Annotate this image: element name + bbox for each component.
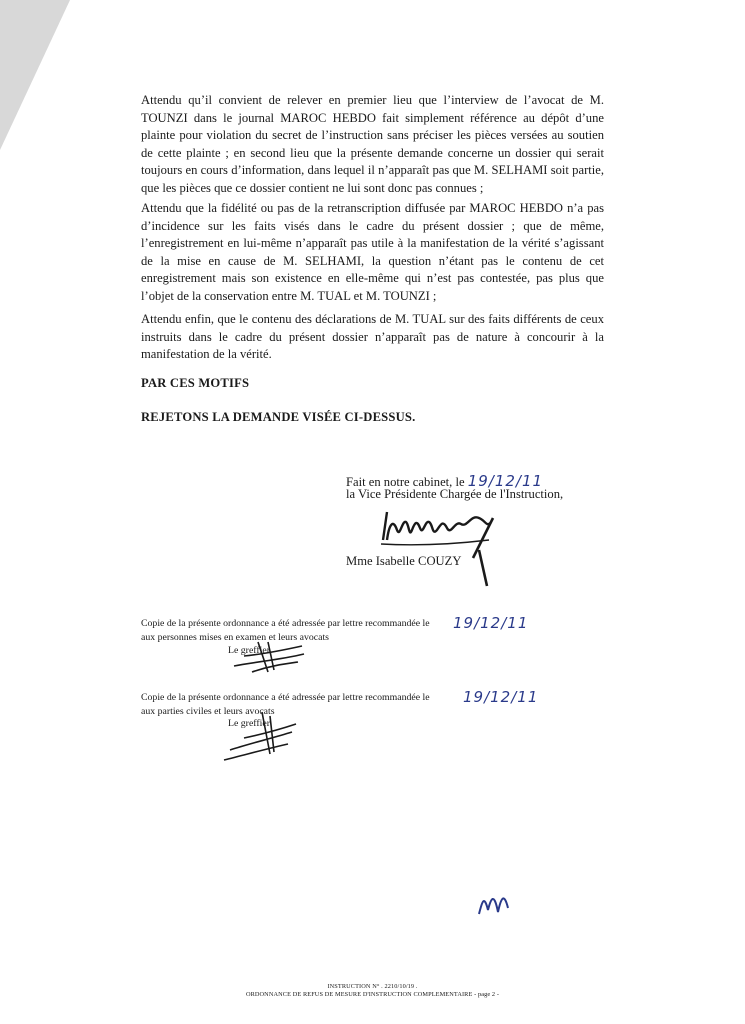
paragraph-attendu-2: Attendu que la fidélité ou pas de la retranscription diffusée par MAROC HEBDO n’a pas d’incidence sur les faits visés dans le cadre du présent dossier ; que de même, l’enregistrement en lui-même n’apparaît pas utile à la manifestation de la vérité s’agissant de la mise en cause de M. SELHAMI, la question n’étant pas le contenu de cet enregistrement mais son existence en elle-même qui n’est pas contestée, pas plus que l’objet de la conservation entre M. TUAL et M. TOUNZI ;: [141, 201, 604, 303]
signatory-role: la Vice Présidente Chargée de l'Instruction,: [346, 487, 564, 501]
copy-notice-1-line2: aux personnes mises en examen et leurs avocats: [141, 632, 329, 643]
decision-statement: REJETONS LA DEMANDE VISÉE CI-DESSUS.: [141, 410, 416, 424]
judge-signature: [375, 500, 525, 590]
greffier-label: Le greffier: [228, 645, 270, 656]
handwritten-date: 19/12/11: [453, 614, 529, 632]
paragraph-attendu-1: Attendu qu’il convient de relever en premier lieu que l’interview de l’avocat de M. TOUNZI dans le journal MAROC HEBDO fait simplement référence au dépôt d’une plainte pour violation du secret de l’instruction sans préciser les pièces versées au soutien de cette plainte ; en second lieu que la présente demande concerne un dossier qui serait toujours en cours d’information, dans lequel il n’apparaît pas que M. SELHAMI soit partie, que les pièces que ce dossier contient ne lui sont donc pas connues ;: [141, 93, 604, 195]
footer-case-number: INSTRUCTION N° . 2210/10/19 .: [327, 983, 418, 990]
greffier-signature: [224, 636, 314, 676]
handwritten-initials: [476, 884, 516, 920]
handwritten-date: 19/12/11: [467, 472, 544, 490]
par-ces-motifs-heading: PAR CES MOTIFS: [141, 376, 250, 390]
copy-notice-2-line2: aux parties civiles et leurs avocats: [141, 706, 275, 717]
greffier-signature: [218, 708, 308, 764]
copy-notice-2-line1: Copie de la présente ordonnance a été adressée par lettre recommandée le: [141, 692, 430, 703]
copy-notice-1-line1: Copie de la présente ordonnance a été adressée par lettre recommandée le: [141, 618, 430, 629]
greffier-label: Le greffier: [228, 718, 270, 729]
paragraph-attendu-3: Attendu enfin, que le contenu des déclarations de M. TUAL sur des faits différents de ceux instruits dans le cadre du présent dossier n’apparaît pas de nature à concourir à la manifestation de la vérité.: [141, 312, 604, 361]
folded-page-corner: [0, 0, 70, 150]
footer-document-title: ORDONNANCE DE REFUS DE MESURE D'INSTRUCTION COMPLEMENTAIRE - page 2 -: [245, 991, 500, 998]
signatory-name: Mme Isabelle COUZY: [346, 554, 462, 568]
handwritten-date: 19/12/11: [463, 688, 539, 706]
fait-label: Fait en notre cabinet, le: [346, 475, 465, 489]
